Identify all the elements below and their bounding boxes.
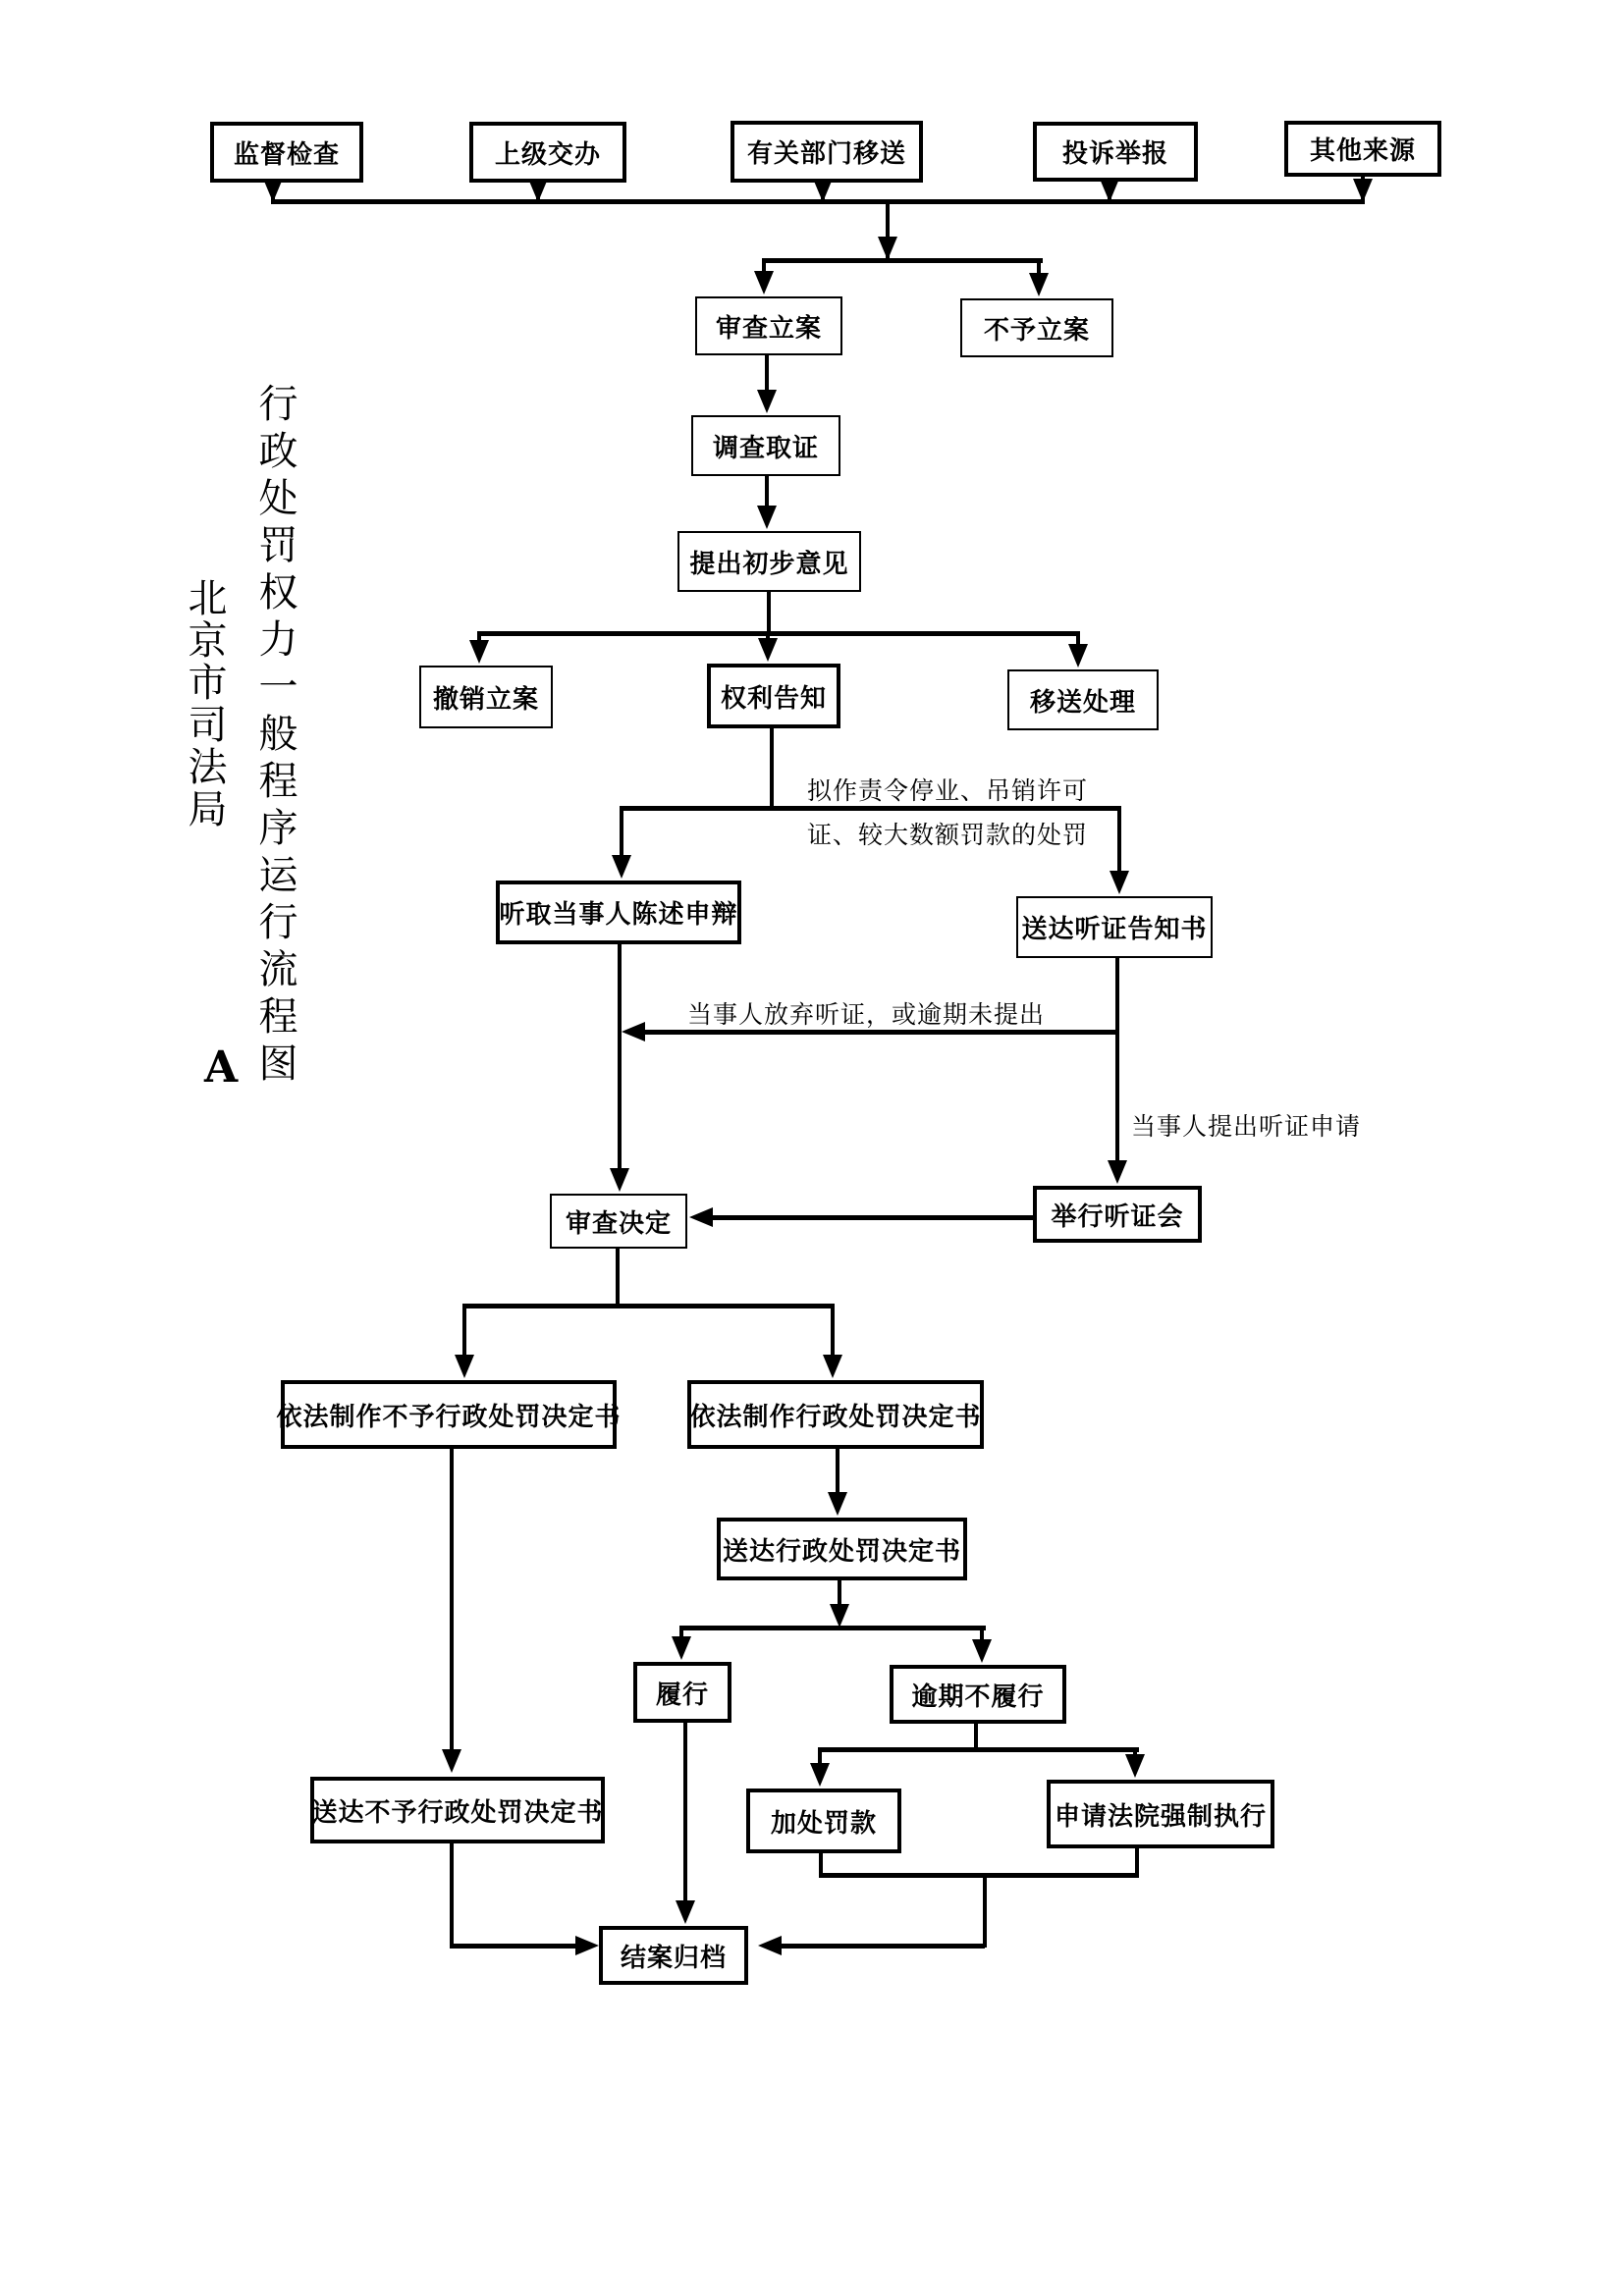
connector-line (462, 1304, 466, 1359)
arrowhead-down (1029, 273, 1049, 296)
arrowhead-down (610, 1168, 629, 1192)
node-extra-fine: 加处罚款 (746, 1789, 901, 1853)
annotation-hearing-condition-line1: 拟作责令停业、吊销许可 (807, 776, 1089, 805)
arrowhead-down (455, 1355, 474, 1378)
node-other-source: 其他来源 (1284, 121, 1441, 177)
node-dept-transfer: 有关部门移送 (731, 121, 923, 183)
arrowhead-left (689, 1207, 713, 1227)
node-close-case: 结案归档 (599, 1926, 748, 1985)
node-hearing-notice: 送达听证告知书 (1016, 896, 1213, 958)
connector-line (450, 1449, 454, 1749)
arrowhead-down (1110, 871, 1129, 894)
connector-line (819, 1873, 1139, 1878)
arrowhead-down (469, 640, 489, 664)
connector-line (620, 806, 623, 857)
connector-line (462, 1304, 835, 1308)
connector-line (836, 1449, 839, 1498)
connector-line (1117, 806, 1121, 873)
arrowhead-down (810, 1763, 830, 1787)
node-transfer-out: 移送处理 (1007, 669, 1159, 730)
connector-line (780, 1944, 985, 1949)
arrowhead-down (1125, 1754, 1145, 1778)
node-supervision: 监督检查 (210, 122, 363, 183)
node-hold-hearing: 举行听证会 (1033, 1186, 1202, 1243)
node-prelim-opinion: 提出初步意见 (677, 531, 861, 592)
arrowhead-down (442, 1749, 461, 1773)
connector-line (683, 1723, 687, 1902)
node-investigate: 调查取证 (691, 415, 840, 476)
corner-letter: A (204, 1042, 239, 1093)
node-statement: 听取当事人陈述申辩 (496, 881, 741, 944)
node-review-filing: 审查立案 (695, 296, 842, 355)
connector-line (450, 1944, 577, 1949)
node-deliver-penalty: 送达行政处罚决定书 (717, 1518, 967, 1580)
arrowhead-down (757, 390, 777, 413)
connector-line (477, 631, 1080, 636)
node-cancel-filing: 撤销立案 (419, 666, 553, 728)
node-rights-notice: 权利告知 (707, 664, 840, 728)
node-review-decision: 审查决定 (550, 1194, 687, 1249)
connector-line (271, 199, 1365, 204)
node-no-penalty-doc: 依法制作不予行政处罚决定书 (281, 1380, 617, 1449)
arrowhead-left (622, 1022, 645, 1041)
connector-line (764, 258, 1043, 263)
annotation-giveup-hearing: 当事人放弃听证，或逾期未提出 (687, 1000, 1046, 1029)
connector-line (818, 1747, 1139, 1752)
arrowhead-down (676, 1900, 695, 1924)
node-deliver-no-penalty: 送达不予行政处罚决定书 (310, 1777, 605, 1843)
connector-line (679, 1626, 986, 1630)
annotation-request-hearing: 当事人提出听证申请 (1131, 1112, 1362, 1141)
node-penalty-doc: 依法制作行政处罚决定书 (687, 1380, 984, 1449)
arrowhead-down (758, 638, 778, 662)
arrowhead-down (828, 1492, 847, 1516)
arrowhead-down (878, 237, 897, 260)
arrowhead-down (754, 271, 774, 294)
org-title: 北京市司法局 (182, 577, 227, 830)
node-complaint: 投诉举报 (1033, 122, 1198, 182)
arrowhead-left (758, 1936, 782, 1955)
connector-line (831, 1304, 835, 1359)
arrowhead-right (575, 1936, 599, 1955)
connector-line (618, 944, 622, 1170)
node-court-enforce: 申请法院强制执行 (1047, 1780, 1274, 1848)
connector-line (616, 1249, 620, 1308)
node-overdue: 逾期不履行 (890, 1665, 1066, 1724)
connector-line (983, 1875, 987, 1948)
arrowhead-down (1108, 1160, 1127, 1184)
arrowhead-down (612, 855, 631, 879)
node-no-filing: 不予立案 (960, 298, 1113, 357)
node-perform: 履行 (633, 1662, 731, 1723)
arrowhead-down (972, 1639, 992, 1663)
connector-line (450, 1843, 454, 1948)
annotation-hearing-condition-line2: 证、较大数额罚款的处罚 (807, 821, 1089, 849)
connector-line (1115, 958, 1119, 1162)
arrowhead-down (1068, 644, 1088, 667)
connector-line (707, 1215, 1033, 1220)
node-superior: 上级交办 (469, 122, 626, 183)
arrowhead-down (757, 506, 777, 529)
connector-line (767, 592, 771, 635)
arrowhead-down (823, 1355, 842, 1378)
arrowhead-down (830, 1604, 849, 1628)
arrowhead-down (672, 1636, 691, 1660)
page-title: 行政处罚权力一般程序运行流程图 (252, 383, 298, 1090)
connector-line (770, 728, 774, 810)
